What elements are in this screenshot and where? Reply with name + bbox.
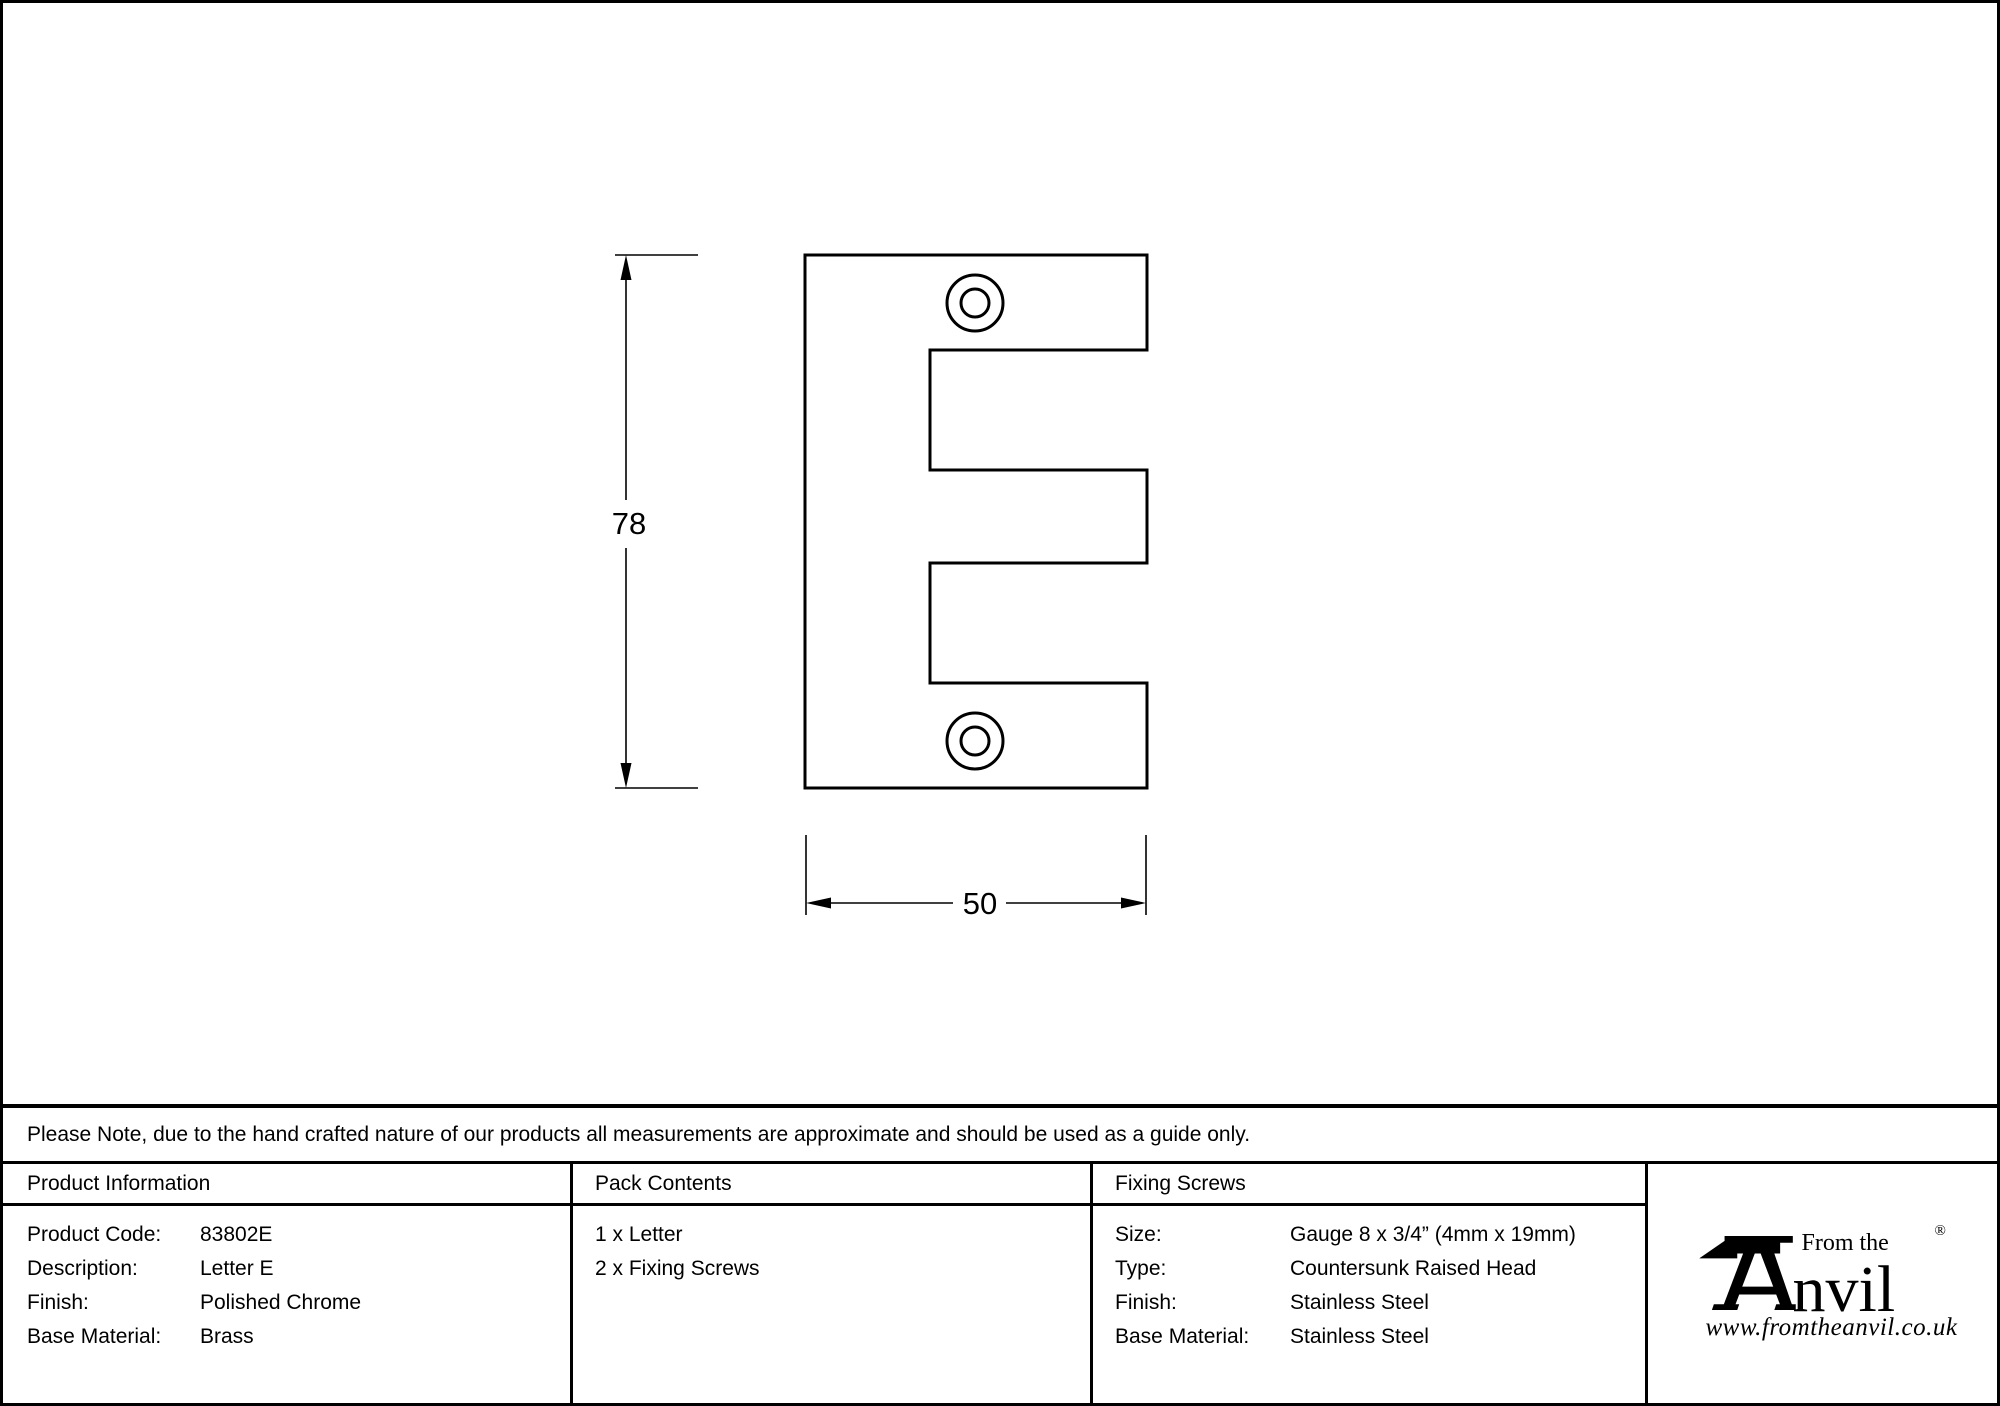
row-value: Brass (200, 1325, 254, 1348)
logo-prefix-text: From the (1801, 1230, 1889, 1256)
table-row (1115, 1286, 1635, 1320)
registered-trademark-icon: ® (1934, 1223, 1946, 1239)
table-row (1115, 1320, 1635, 1354)
fixing-screws-panel (1090, 1164, 1645, 1403)
width-dimension-label: 50 (962, 886, 998, 921)
row-label: Type: (1115, 1257, 1167, 1280)
info-section (3, 1104, 1997, 1403)
arrow-right-icon (1121, 898, 1146, 909)
list-item: 2 x Fixing Screws (595, 1257, 760, 1280)
row-label: Product Code: (27, 1223, 162, 1246)
pack-contents-header: Pack Contents (573, 1164, 1090, 1206)
row-label: Finish: (1115, 1291, 1177, 1314)
pack-contents-panel (570, 1164, 1090, 1403)
arrow-up-icon (621, 255, 632, 280)
height-dimension-label: 78 (611, 506, 647, 541)
screw-hole-top-icon (947, 275, 1003, 331)
fixing-screws-header: Fixing Screws (1093, 1164, 1645, 1206)
row-label: Finish: (27, 1291, 89, 1314)
arrow-down-icon (621, 763, 632, 788)
row-value: Letter E (200, 1257, 274, 1280)
row-value: Countersunk Raised Head (1290, 1257, 1537, 1280)
product-information-panel (3, 1164, 570, 1403)
anvil-a-icon (1698, 1234, 1796, 1312)
logo-brand-text: nvil (1792, 1253, 1896, 1326)
note-text: Please Note, due to the hand crafted nature of our products all measurements are approximate and should be used as a guide only. (27, 1122, 1251, 1146)
table-row (1115, 1218, 1635, 1252)
info-table (3, 1164, 1997, 1403)
table-row (1115, 1252, 1635, 1286)
letter-e-outline (805, 255, 1147, 788)
row-label: Description: (27, 1257, 138, 1280)
table-row (27, 1218, 560, 1252)
row-label: Size: (1115, 1223, 1162, 1246)
row-value: 83802E (200, 1223, 273, 1246)
from-the-anvil-logo (1698, 1223, 1958, 1344)
measurement-note (3, 1108, 1997, 1164)
row-value: Stainless Steel (1290, 1291, 1429, 1314)
brand-logo-cell (1645, 1164, 1997, 1403)
row-label: Base Material: (1115, 1325, 1250, 1348)
table-row (27, 1320, 560, 1354)
table-row (27, 1252, 560, 1286)
screw-hole-bottom-icon (947, 713, 1003, 769)
row-value: Gauge 8 x 3/4” (4mm x 19mm) (1290, 1223, 1576, 1246)
product-information-header: Product Information (3, 1164, 570, 1206)
technical-drawing (3, 3, 1997, 1104)
logo-url: www.fromtheanvil.co.uk (1705, 1314, 1958, 1341)
arrow-left-icon (806, 898, 831, 909)
row-value: Polished Chrome (200, 1291, 362, 1314)
table-row (27, 1286, 560, 1320)
row-value: Stainless Steel (1290, 1325, 1429, 1348)
list-item: 1 x Letter (595, 1223, 683, 1246)
row-label: Base Material: (27, 1325, 162, 1348)
